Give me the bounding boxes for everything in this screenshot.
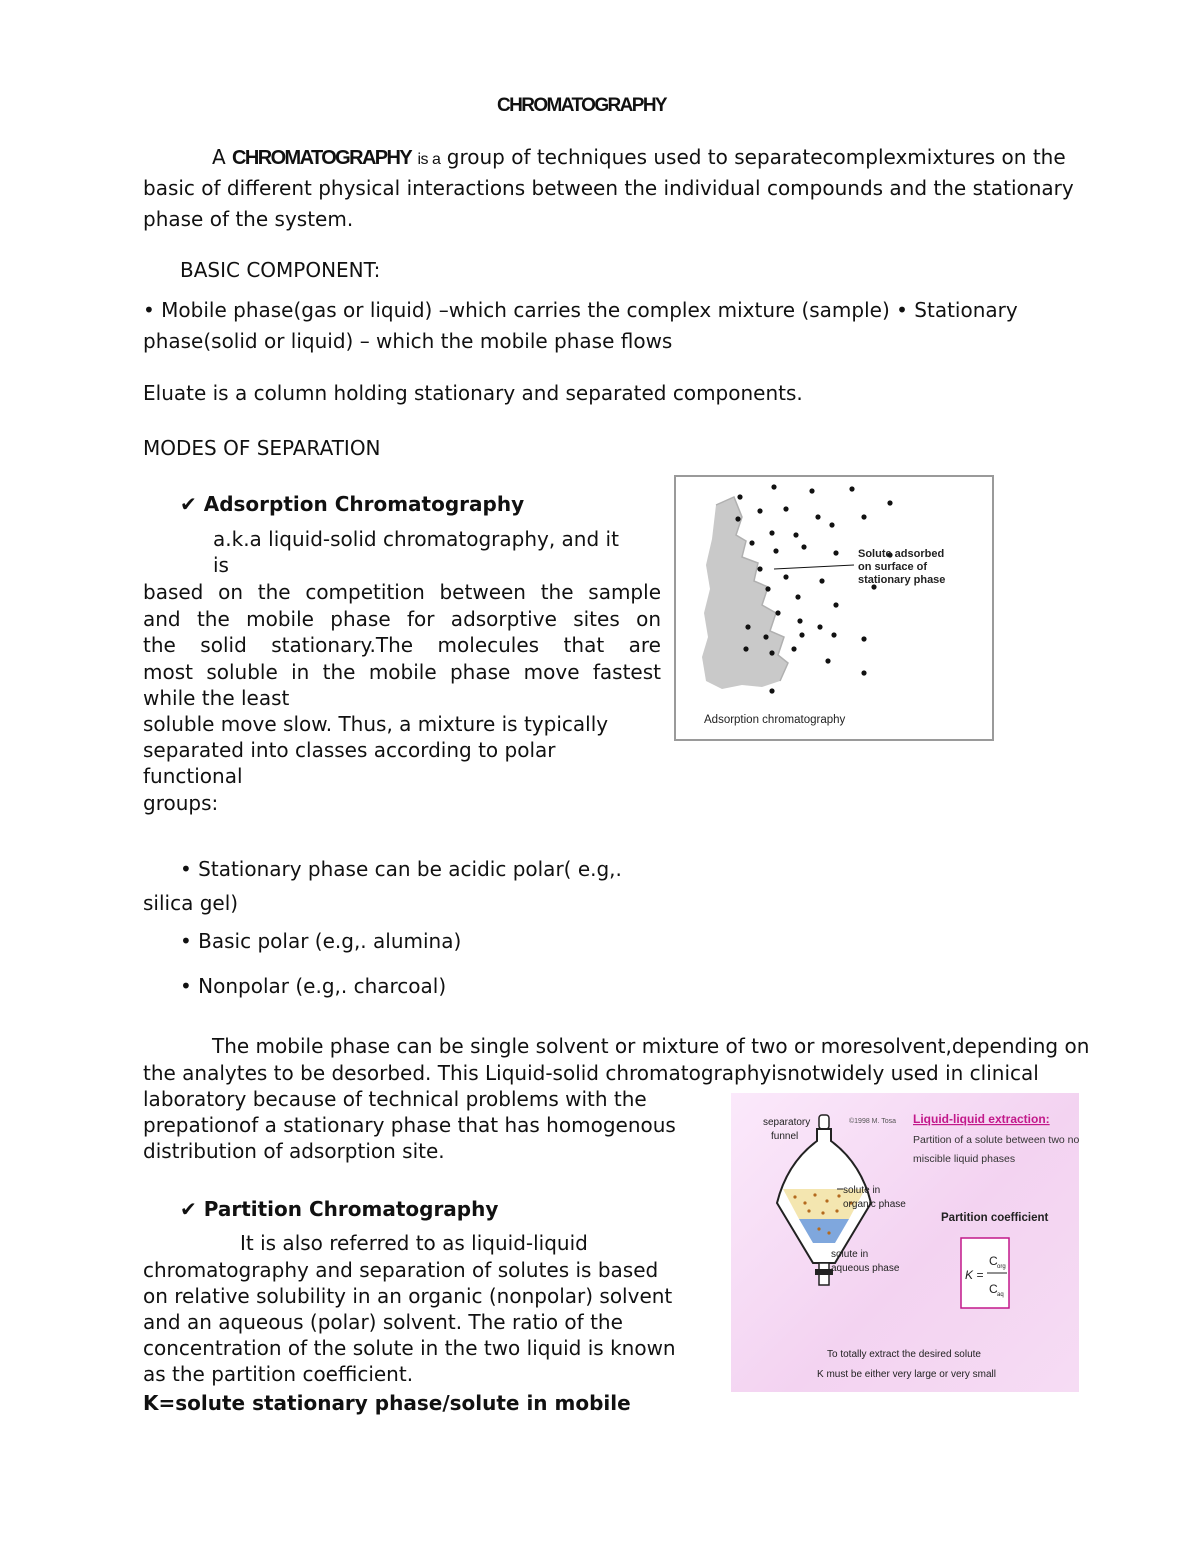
partition-line-6: as the partition coefficient. [143,1362,414,1386]
aqueous-label-1: solute in [831,1249,869,1260]
c-org-sub: org [997,1264,1006,1270]
aqueous-label-2: aqueous phase [831,1263,900,1274]
intro-lead-a: A [212,145,226,169]
molecule-dot [769,650,774,655]
molecule-dot [783,574,788,579]
molecule-dot [783,506,788,511]
extraction-diagram [731,1093,1079,1392]
extraction-note-2: K must be either very large or very small [817,1369,996,1380]
adsorption-line-5: the solid stationary.The molecules that are [143,633,661,657]
partition-line-3: on relative solubility in an organic (nonpolar) solvent [143,1284,673,1308]
c-aq: C [989,1282,998,1296]
partition-line-4: and an aqueous (polar) solvent. The ratio of the [143,1310,623,1334]
c-aq-sub: aq [997,1292,1004,1298]
label-line-2: on surface of [858,561,928,573]
coefficient-title: Partition coefficient [941,1212,1049,1224]
basic-component-heading: BASIC COMPONENT: [180,258,381,282]
modes-heading: MODES OF SEPARATION [143,436,381,460]
molecule-dot [793,532,798,537]
extraction-title: Liquid-liquid extraction: [913,1112,1050,1126]
adsorption-diagram [676,477,992,739]
partition-line-5: concentration of the solute in the two liquid is known [143,1336,676,1360]
k-symbol: K = [965,1268,984,1282]
adsorption-line-4: and the mobile phase for adsorptive sites on [143,606,661,631]
molecule-dot [737,494,742,499]
mobile-line-3: laboratory because of technical problems with the [143,1087,647,1111]
adsorption-line-10: functional [143,764,243,788]
partition-line-2: chromatography and separation of solutes is based [143,1258,659,1282]
molecule-dot [769,688,774,693]
mobile-line-5: distribution of adsorption site. [143,1139,445,1163]
molecule-dot [887,500,892,505]
funnel-stopper [819,1115,829,1129]
adsorption-line-3: based on the competition between the sample [143,580,661,604]
mobile-line-2: the analytes to be desorbed. This Liquid-solid chromatographyisnotwidely used in clinical [143,1061,1039,1085]
figure-caption: Adsorption chromatography [704,714,846,726]
molecule-dot [849,486,854,491]
molecule-dot [801,544,806,549]
molecule-dot [833,602,838,607]
label-line-3: stationary phase [858,574,946,586]
label-line-1: Solute adsorbed [858,548,945,560]
molecule-dot [829,522,834,527]
adsorption-figure [674,475,994,741]
copyright-note: ©1998 M. Tosa [849,1118,897,1125]
basic-component-line-2: phase(solid or liquid) – which the mobile phase flows [143,329,673,353]
molecule-dot [773,548,778,553]
molecule-dot [757,508,762,513]
intro-line-1-rest: group of techniques used to separatecomplexmixtures on the [446,145,1066,169]
molecule-dot [815,514,820,519]
bullet-nonpolar: • Nonpolar (e.g,. charcoal) [180,974,447,998]
molecule-dot [861,514,866,519]
molecule-dot [861,670,866,675]
intro-is-a: is a [417,151,441,168]
molecule-dot [797,618,802,623]
partition-heading: ✔ Partition Chromatography [180,1197,499,1221]
molecule-dot [819,578,824,583]
basic-component-line-1: • Mobile phase(gas or liquid) –which carries the complex mixture (sample) • Stationary [143,298,1018,322]
molecule-dot [817,624,822,629]
extraction-note-1: To totally extract the desired solute [827,1349,981,1360]
eluate-text: Eluate is a column holding stationary and separated components. [143,381,803,405]
funnel-label-2: funnel [771,1131,799,1142]
organic-label-2: organic phase [843,1199,906,1210]
label-pointer-line [774,565,854,569]
adsorption-line-9: separated into classes according to polar [143,738,556,762]
adsorption-line-6: most soluble in the mobile phase move fastest [143,659,661,684]
intro-line-3: phase of the system. [143,207,354,231]
molecule-dot [743,646,748,651]
molecule-dot [765,586,770,591]
adsorption-heading: ✔ Adsorption Chromatography [180,492,525,516]
molecule-dot [825,658,830,663]
funnel-label-1: separatory [763,1117,811,1128]
extraction-subtitle-2: miscible liquid phases [913,1153,1016,1165]
partition-line-1: It is also referred to as liquid-liquid [240,1231,588,1255]
partition-formula: K=solute stationary phase/solute in mobile [143,1391,631,1415]
stationary-phase-surface [702,497,788,689]
c-org: C [989,1254,998,1268]
molecule-dot [757,566,762,571]
adsorption-line-8: soluble move slow. Thus, a mixture is typically [143,712,609,736]
organic-label-1: solute in [843,1185,881,1196]
molecule-dot [791,646,796,651]
adsorption-line-2: is [213,553,229,577]
molecule-dot [831,632,836,637]
adsorption-justified-block [143,579,661,685]
molecule-dot [799,632,804,637]
molecule-dot [795,594,800,599]
molecule-dot [771,484,776,489]
adsorption-line-11: groups: [143,791,219,815]
intro-line-1 [212,142,1066,175]
molecule-dot [735,516,740,521]
extraction-subtitle-1: Partition of a solute between two non- [913,1134,1079,1146]
intro-lead-bold: CHROMATOGRAPHY [232,147,412,169]
molecule-dot [861,636,866,641]
adsorption-line-7: while the least [143,686,290,710]
molecule-dot [749,540,754,545]
adsorption-line-1: a.k.a liquid-solid chromatography, and it [213,527,619,551]
page-title: CHROMATOGRAPHY [497,95,667,116]
mobile-line-4: prepationof a stationary phase that has homogenous [143,1113,676,1137]
mobile-line-1: The mobile phase can be single solvent or mixture of two or moresolvent,depending on [212,1034,1090,1058]
extraction-figure [731,1093,1079,1392]
bullet-stationary: • Stationary phase can be acidic polar( e.g,. [180,857,622,881]
bullet-stationary-cont: silica gel) [143,891,239,915]
molecule-dot [745,624,750,629]
molecule-dot [763,634,768,639]
molecule-dot [769,530,774,535]
molecule-dot [833,550,838,555]
molecule-dot [775,610,780,615]
bullet-basic-polar: • Basic polar (e.g,. alumina) [180,929,462,953]
intro-line-2: basic of different physical interactions between the individual compounds and the stationary [143,176,1074,200]
molecule-dot [809,488,814,493]
